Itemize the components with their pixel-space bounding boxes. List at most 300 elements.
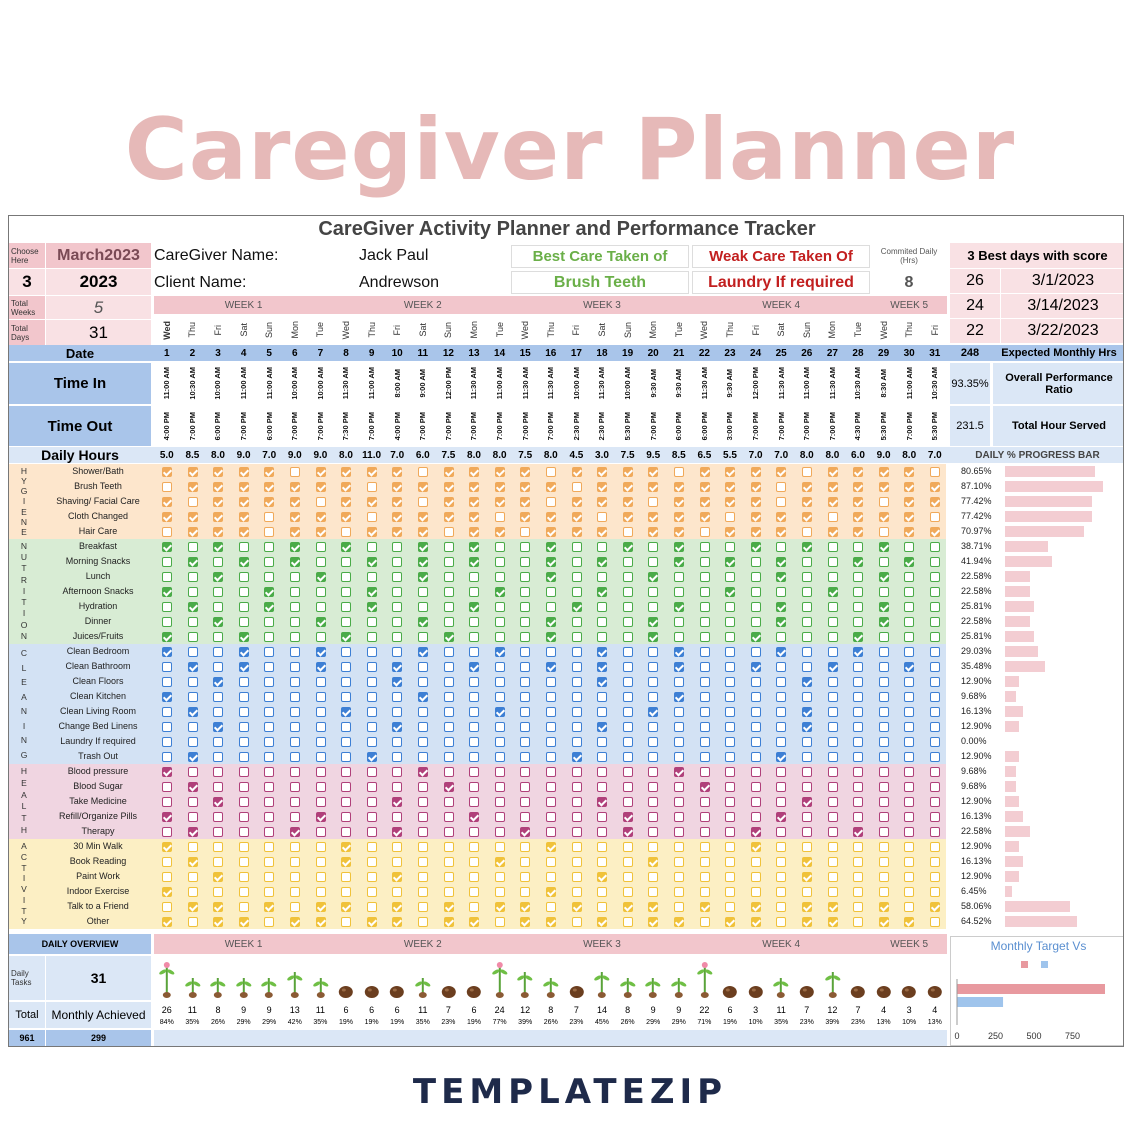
task-checkbox[interactable]	[188, 527, 198, 537]
task-checkbox[interactable]	[264, 482, 274, 492]
task-checkbox[interactable]	[725, 797, 735, 807]
task-checkbox[interactable]	[546, 887, 556, 897]
task-checkbox[interactable]	[239, 557, 249, 567]
task-checkbox[interactable]	[802, 617, 812, 627]
task-checkbox[interactable]	[648, 887, 658, 897]
task-checkbox[interactable]	[623, 812, 633, 822]
task-checkbox[interactable]	[751, 527, 761, 537]
task-checkbox[interactable]	[213, 587, 223, 597]
task-checkbox[interactable]	[930, 632, 940, 642]
task-checkbox[interactable]	[674, 722, 684, 732]
task-checkbox[interactable]	[648, 662, 658, 672]
task-checkbox[interactable]	[879, 497, 889, 507]
time-out-cell[interactable]	[743, 406, 769, 446]
task-checkbox[interactable]	[367, 722, 377, 732]
task-checkbox[interactable]	[725, 617, 735, 627]
task-checkbox[interactable]	[469, 602, 479, 612]
task-checkbox[interactable]	[751, 752, 761, 762]
task-checkbox[interactable]	[700, 467, 710, 477]
task-checkbox[interactable]	[162, 557, 172, 567]
task-checkbox[interactable]	[751, 617, 761, 627]
task-checkbox[interactable]	[879, 692, 889, 702]
task-checkbox[interactable]	[572, 482, 582, 492]
task-checkbox[interactable]	[623, 827, 633, 837]
task-checkbox[interactable]	[904, 707, 914, 717]
task-checkbox[interactable]	[239, 917, 249, 927]
task-checkbox[interactable]	[341, 467, 351, 477]
task-checkbox[interactable]	[853, 497, 863, 507]
task-checkbox[interactable]	[776, 767, 786, 777]
task-checkbox[interactable]	[828, 917, 838, 927]
task-checkbox[interactable]	[213, 872, 223, 882]
task-checkbox[interactable]	[316, 782, 326, 792]
task-checkbox[interactable]	[264, 632, 274, 642]
task-checkbox[interactable]	[725, 857, 735, 867]
task-checkbox[interactable]	[162, 632, 172, 642]
task-checkbox[interactable]	[828, 572, 838, 582]
task-checkbox[interactable]	[648, 527, 658, 537]
task-checkbox[interactable]	[418, 872, 428, 882]
task-checkbox[interactable]	[213, 497, 223, 507]
task-checkbox[interactable]	[316, 692, 326, 702]
task-checkbox[interactable]	[853, 512, 863, 522]
task-checkbox[interactable]	[572, 857, 582, 867]
task-checkbox[interactable]	[700, 707, 710, 717]
task-checkbox[interactable]	[648, 737, 658, 747]
task-checkbox[interactable]	[623, 737, 633, 747]
task-checkbox[interactable]	[188, 872, 198, 882]
task-checkbox[interactable]	[623, 662, 633, 672]
task-checkbox[interactable]	[700, 662, 710, 672]
task-checkbox[interactable]	[751, 497, 761, 507]
task-checkbox[interactable]	[367, 527, 377, 537]
task-checkbox[interactable]	[648, 602, 658, 612]
task-checkbox[interactable]	[648, 917, 658, 927]
task-checkbox[interactable]	[469, 767, 479, 777]
task-checkbox[interactable]	[520, 617, 530, 627]
task-checkbox[interactable]	[341, 722, 351, 732]
task-checkbox[interactable]	[546, 662, 556, 672]
task-checkbox[interactable]	[828, 587, 838, 597]
task-checkbox[interactable]	[828, 827, 838, 837]
task-checkbox[interactable]	[418, 557, 428, 567]
task-checkbox[interactable]	[879, 917, 889, 927]
task-checkbox[interactable]	[802, 917, 812, 927]
task-checkbox[interactable]	[264, 797, 274, 807]
task-checkbox[interactable]	[700, 857, 710, 867]
task-checkbox[interactable]	[469, 827, 479, 837]
task-checkbox[interactable]	[853, 812, 863, 822]
task-checkbox[interactable]	[239, 887, 249, 897]
task-checkbox[interactable]	[290, 557, 300, 567]
task-checkbox[interactable]	[546, 497, 556, 507]
task-checkbox[interactable]	[597, 617, 607, 627]
task-checkbox[interactable]	[725, 887, 735, 897]
task-checkbox[interactable]	[264, 887, 274, 897]
task-checkbox[interactable]	[700, 587, 710, 597]
task-checkbox[interactable]	[776, 797, 786, 807]
task-checkbox[interactable]	[469, 587, 479, 597]
task-checkbox[interactable]	[367, 542, 377, 552]
task-checkbox[interactable]	[341, 557, 351, 567]
task-checkbox[interactable]	[930, 587, 940, 597]
task-checkbox[interactable]	[904, 737, 914, 747]
task-checkbox[interactable]	[264, 767, 274, 777]
task-checkbox[interactable]	[239, 542, 249, 552]
task-checkbox[interactable]	[341, 617, 351, 627]
task-checkbox[interactable]	[853, 872, 863, 882]
task-checkbox[interactable]	[802, 677, 812, 687]
task-checkbox[interactable]	[904, 827, 914, 837]
task-checkbox[interactable]	[290, 617, 300, 627]
task-checkbox[interactable]	[444, 617, 454, 627]
task-checkbox[interactable]	[188, 902, 198, 912]
task-checkbox[interactable]	[444, 887, 454, 897]
task-checkbox[interactable]	[367, 917, 377, 927]
task-checkbox[interactable]	[623, 917, 633, 927]
task-checkbox[interactable]	[572, 632, 582, 642]
task-checkbox[interactable]	[725, 737, 735, 747]
task-checkbox[interactable]	[648, 767, 658, 777]
task-checkbox[interactable]	[264, 692, 274, 702]
time-in-cell[interactable]	[231, 363, 257, 404]
task-checkbox[interactable]	[930, 887, 940, 897]
task-checkbox[interactable]	[725, 572, 735, 582]
task-checkbox[interactable]	[572, 917, 582, 927]
task-checkbox[interactable]	[674, 647, 684, 657]
task-checkbox[interactable]	[264, 467, 274, 477]
task-checkbox[interactable]	[290, 917, 300, 927]
task-checkbox[interactable]	[162, 722, 172, 732]
task-checkbox[interactable]	[341, 512, 351, 522]
task-checkbox[interactable]	[546, 602, 556, 612]
task-checkbox[interactable]	[904, 662, 914, 672]
task-checkbox[interactable]	[930, 527, 940, 537]
task-checkbox[interactable]	[341, 677, 351, 687]
task-checkbox[interactable]	[674, 872, 684, 882]
task-checkbox[interactable]	[495, 542, 505, 552]
task-checkbox[interactable]	[495, 872, 505, 882]
task-checkbox[interactable]	[700, 527, 710, 537]
task-checkbox[interactable]	[546, 872, 556, 882]
task-checkbox[interactable]	[828, 722, 838, 732]
task-checkbox[interactable]	[213, 527, 223, 537]
task-checkbox[interactable]	[469, 467, 479, 477]
task-checkbox[interactable]	[623, 797, 633, 807]
task-checkbox[interactable]	[392, 707, 402, 717]
task-checkbox[interactable]	[546, 902, 556, 912]
task-checkbox[interactable]	[648, 617, 658, 627]
task-checkbox[interactable]	[725, 692, 735, 702]
task-checkbox[interactable]	[546, 542, 556, 552]
task-checkbox[interactable]	[290, 527, 300, 537]
task-checkbox[interactable]	[572, 902, 582, 912]
task-checkbox[interactable]	[572, 602, 582, 612]
task-checkbox[interactable]	[802, 497, 812, 507]
task-checkbox[interactable]	[751, 737, 761, 747]
task-checkbox[interactable]	[725, 842, 735, 852]
task-checkbox[interactable]	[341, 632, 351, 642]
task-checkbox[interactable]	[700, 782, 710, 792]
task-checkbox[interactable]	[316, 527, 326, 537]
task-checkbox[interactable]	[879, 527, 889, 537]
task-checkbox[interactable]	[700, 632, 710, 642]
task-checkbox[interactable]	[495, 587, 505, 597]
task-checkbox[interactable]	[674, 767, 684, 777]
task-checkbox[interactable]	[213, 917, 223, 927]
task-checkbox[interactable]	[751, 512, 761, 522]
task-checkbox[interactable]	[444, 602, 454, 612]
task-checkbox[interactable]	[239, 572, 249, 582]
time-out-cell[interactable]	[615, 406, 641, 446]
task-checkbox[interactable]	[546, 857, 556, 867]
task-checkbox[interactable]	[546, 557, 556, 567]
task-checkbox[interactable]	[367, 512, 377, 522]
task-checkbox[interactable]	[239, 752, 249, 762]
task-checkbox[interactable]	[213, 512, 223, 522]
task-checkbox[interactable]	[469, 482, 479, 492]
task-checkbox[interactable]	[546, 527, 556, 537]
time-in-cell[interactable]	[666, 363, 692, 404]
task-checkbox[interactable]	[418, 902, 428, 912]
task-checkbox[interactable]	[316, 872, 326, 882]
task-checkbox[interactable]	[776, 602, 786, 612]
task-checkbox[interactable]	[802, 842, 812, 852]
task-checkbox[interactable]	[648, 857, 658, 867]
task-checkbox[interactable]	[802, 527, 812, 537]
task-checkbox[interactable]	[239, 767, 249, 777]
task-checkbox[interactable]	[853, 572, 863, 582]
task-checkbox[interactable]	[751, 587, 761, 597]
task-checkbox[interactable]	[674, 482, 684, 492]
task-checkbox[interactable]	[597, 467, 607, 477]
task-checkbox[interactable]	[418, 662, 428, 672]
task-checkbox[interactable]	[239, 482, 249, 492]
task-checkbox[interactable]	[572, 767, 582, 777]
task-checkbox[interactable]	[239, 857, 249, 867]
task-checkbox[interactable]	[751, 722, 761, 732]
task-checkbox[interactable]	[853, 797, 863, 807]
task-checkbox[interactable]	[776, 557, 786, 567]
task-checkbox[interactable]	[879, 467, 889, 477]
task-checkbox[interactable]	[520, 737, 530, 747]
task-checkbox[interactable]	[392, 827, 402, 837]
task-checkbox[interactable]	[725, 752, 735, 762]
task-checkbox[interactable]	[469, 902, 479, 912]
task-checkbox[interactable]	[444, 842, 454, 852]
task-checkbox[interactable]	[700, 902, 710, 912]
task-checkbox[interactable]	[290, 647, 300, 657]
task-checkbox[interactable]	[213, 677, 223, 687]
task-checkbox[interactable]	[853, 587, 863, 597]
task-checkbox[interactable]	[597, 482, 607, 492]
task-checkbox[interactable]	[444, 782, 454, 792]
task-checkbox[interactable]	[623, 902, 633, 912]
task-checkbox[interactable]	[392, 527, 402, 537]
task-checkbox[interactable]	[469, 917, 479, 927]
task-checkbox[interactable]	[469, 707, 479, 717]
task-checkbox[interactable]	[853, 902, 863, 912]
task-checkbox[interactable]	[597, 632, 607, 642]
task-checkbox[interactable]	[290, 827, 300, 837]
month-select[interactable]: March2023	[46, 243, 151, 268]
task-checkbox[interactable]	[520, 587, 530, 597]
task-checkbox[interactable]	[341, 572, 351, 582]
task-checkbox[interactable]	[520, 677, 530, 687]
task-checkbox[interactable]	[828, 617, 838, 627]
task-checkbox[interactable]	[904, 482, 914, 492]
task-checkbox[interactable]	[648, 902, 658, 912]
task-checkbox[interactable]	[418, 887, 428, 897]
task-checkbox[interactable]	[367, 617, 377, 627]
task-checkbox[interactable]	[904, 677, 914, 687]
task-checkbox[interactable]	[392, 902, 402, 912]
task-checkbox[interactable]	[213, 827, 223, 837]
task-checkbox[interactable]	[648, 467, 658, 477]
task-checkbox[interactable]	[367, 827, 377, 837]
task-checkbox[interactable]	[290, 632, 300, 642]
task-checkbox[interactable]	[623, 557, 633, 567]
task-checkbox[interactable]	[597, 707, 607, 717]
task-checkbox[interactable]	[392, 482, 402, 492]
task-checkbox[interactable]	[700, 647, 710, 657]
time-in-cell[interactable]	[359, 363, 385, 404]
task-checkbox[interactable]	[469, 737, 479, 747]
task-checkbox[interactable]	[188, 887, 198, 897]
time-in-cell[interactable]	[845, 363, 871, 404]
time-in-cell[interactable]	[384, 363, 410, 404]
task-checkbox[interactable]	[853, 647, 863, 657]
task-checkbox[interactable]	[802, 752, 812, 762]
task-checkbox[interactable]	[674, 797, 684, 807]
time-in-cell[interactable]	[180, 363, 206, 404]
task-checkbox[interactable]	[802, 737, 812, 747]
task-checkbox[interactable]	[367, 887, 377, 897]
task-checkbox[interactable]	[469, 872, 479, 882]
task-checkbox[interactable]	[162, 872, 172, 882]
task-checkbox[interactable]	[725, 587, 735, 597]
time-out-cell[interactable]	[692, 406, 718, 446]
task-checkbox[interactable]	[725, 917, 735, 927]
task-checkbox[interactable]	[239, 827, 249, 837]
task-checkbox[interactable]	[188, 737, 198, 747]
task-checkbox[interactable]	[546, 827, 556, 837]
task-checkbox[interactable]	[418, 842, 428, 852]
task-checkbox[interactable]	[520, 482, 530, 492]
task-checkbox[interactable]	[572, 512, 582, 522]
time-out-cell[interactable]	[461, 406, 487, 446]
time-out-cell[interactable]	[922, 406, 948, 446]
task-checkbox[interactable]	[828, 542, 838, 552]
task-checkbox[interactable]	[853, 527, 863, 537]
task-checkbox[interactable]	[239, 812, 249, 822]
task-checkbox[interactable]	[520, 752, 530, 762]
task-checkbox[interactable]	[520, 872, 530, 882]
task-checkbox[interactable]	[904, 902, 914, 912]
task-checkbox[interactable]	[828, 677, 838, 687]
task-checkbox[interactable]	[213, 602, 223, 612]
task-checkbox[interactable]	[264, 572, 274, 582]
task-checkbox[interactable]	[546, 647, 556, 657]
task-checkbox[interactable]	[495, 737, 505, 747]
task-checkbox[interactable]	[392, 662, 402, 672]
task-checkbox[interactable]	[162, 542, 172, 552]
task-checkbox[interactable]	[597, 572, 607, 582]
task-checkbox[interactable]	[239, 872, 249, 882]
task-checkbox[interactable]	[751, 857, 761, 867]
month-number[interactable]: 3	[9, 269, 45, 295]
task-checkbox[interactable]	[162, 797, 172, 807]
task-checkbox[interactable]	[316, 917, 326, 927]
task-checkbox[interactable]	[802, 482, 812, 492]
task-checkbox[interactable]	[213, 662, 223, 672]
task-checkbox[interactable]	[341, 872, 351, 882]
task-checkbox[interactable]	[904, 692, 914, 702]
task-checkbox[interactable]	[776, 647, 786, 657]
task-checkbox[interactable]	[367, 557, 377, 567]
task-checkbox[interactable]	[367, 497, 377, 507]
task-checkbox[interactable]	[674, 662, 684, 672]
time-out-cell[interactable]	[308, 406, 334, 446]
time-out-cell[interactable]	[487, 406, 513, 446]
time-in-cell[interactable]	[768, 363, 794, 404]
task-checkbox[interactable]	[597, 662, 607, 672]
task-checkbox[interactable]	[469, 662, 479, 672]
task-checkbox[interactable]	[392, 602, 402, 612]
task-checkbox[interactable]	[418, 647, 428, 657]
task-checkbox[interactable]	[648, 482, 658, 492]
task-checkbox[interactable]	[623, 617, 633, 627]
task-checkbox[interactable]	[341, 542, 351, 552]
task-checkbox[interactable]	[597, 797, 607, 807]
task-checkbox[interactable]	[162, 602, 172, 612]
time-in-cell[interactable]	[896, 363, 922, 404]
task-checkbox[interactable]	[930, 722, 940, 732]
task-checkbox[interactable]	[674, 572, 684, 582]
task-checkbox[interactable]	[162, 902, 172, 912]
task-checkbox[interactable]	[162, 497, 172, 507]
task-checkbox[interactable]	[751, 842, 761, 852]
task-checkbox[interactable]	[495, 632, 505, 642]
task-checkbox[interactable]	[162, 692, 172, 702]
task-checkbox[interactable]	[674, 557, 684, 567]
task-checkbox[interactable]	[725, 542, 735, 552]
task-checkbox[interactable]	[264, 872, 274, 882]
task-checkbox[interactable]	[367, 572, 377, 582]
task-checkbox[interactable]	[188, 557, 198, 567]
task-checkbox[interactable]	[520, 812, 530, 822]
task-checkbox[interactable]	[802, 707, 812, 717]
task-checkbox[interactable]	[597, 677, 607, 687]
task-checkbox[interactable]	[776, 542, 786, 552]
task-checkbox[interactable]	[213, 797, 223, 807]
time-out-cell[interactable]	[871, 406, 897, 446]
task-checkbox[interactable]	[264, 902, 274, 912]
task-checkbox[interactable]	[623, 467, 633, 477]
task-checkbox[interactable]	[418, 857, 428, 867]
task-checkbox[interactable]	[162, 587, 172, 597]
task-checkbox[interactable]	[930, 602, 940, 612]
task-checkbox[interactable]	[264, 827, 274, 837]
task-checkbox[interactable]	[930, 467, 940, 477]
task-checkbox[interactable]	[648, 512, 658, 522]
task-checkbox[interactable]	[469, 797, 479, 807]
task-checkbox[interactable]	[316, 617, 326, 627]
task-checkbox[interactable]	[162, 647, 172, 657]
task-checkbox[interactable]	[213, 707, 223, 717]
task-checkbox[interactable]	[904, 857, 914, 867]
task-checkbox[interactable]	[444, 482, 454, 492]
